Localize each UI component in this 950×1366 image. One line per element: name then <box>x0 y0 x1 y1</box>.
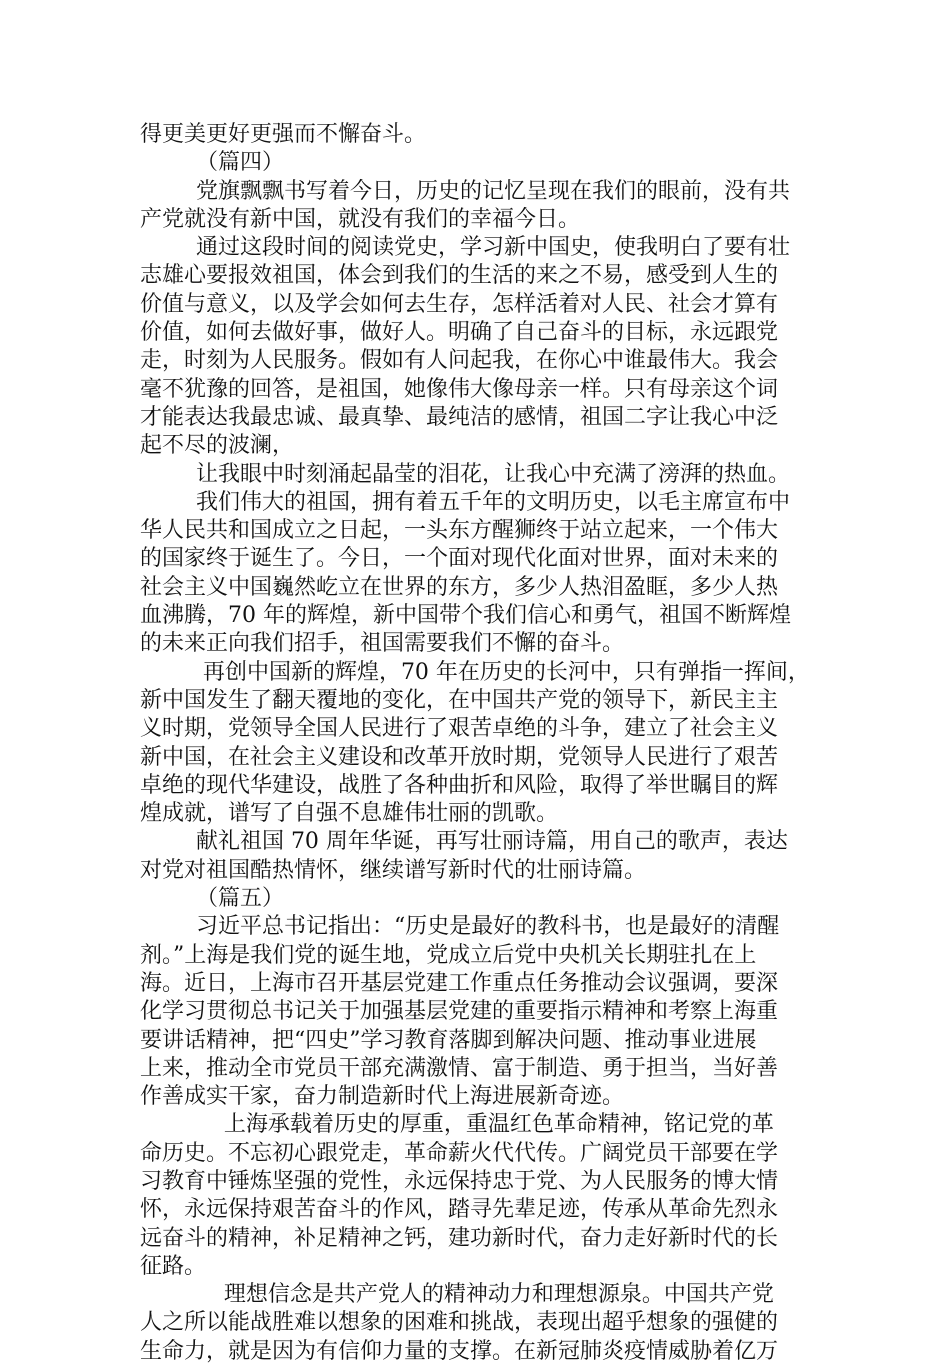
section-heading-part-4 <box>140 149 814 177</box>
paragraph <box>140 828 814 885</box>
text-line: 价值，如何去做好事，做好人。明确了自己奋斗的目标，永远跟党 <box>140 320 779 346</box>
text-line: 再创中国新的辉煌，70 年在历史的长河中，只有弹指一挥间， <box>140 659 810 685</box>
text-line: 产党就没有新中国，就没有我们的幸福今日。 <box>140 206 581 232</box>
text-line: 征路。 <box>140 1253 207 1279</box>
text-line: 煌成就，谱写了自强不息雄伟壮丽的凯歌。 <box>140 801 559 827</box>
text-line: 理想信念是共产党人的精神动力和理想源泉。中国共产党 <box>140 1282 774 1308</box>
text-line: 毫不犹豫的回答，是祖国，她像伟大像母亲一样。只有母亲这个词 <box>140 376 779 402</box>
text-line: 的国家终于诞生了。今日，一个面对现代化面对世界，面对未来的 <box>140 546 779 572</box>
text-line: 我们伟大的祖国，拥有着五千年的文明历史，以毛主席宣布中 <box>140 489 790 515</box>
text-line: 义时期，党领导全国人民进行了艰苦卓绝的斗争，建立了社会主义 <box>140 716 779 742</box>
text-line: 新中国发生了翻天覆地的变化，在中国共产党的领导下，新民主主 <box>140 687 779 713</box>
text-line: 上海承载着历史的厚重，重温红色革命精神，铭记党的革 <box>140 1112 774 1138</box>
paragraph-continuation <box>140 121 814 149</box>
text-line: 作善成实干家，奋力制造新时代上海进展新奇迹。 <box>140 1084 625 1110</box>
text-line: 让我眼中时刻涌起晶莹的泪花，让我心中充满了滂湃的热血。 <box>140 461 790 487</box>
text-line: 习教育中锤炼坚强的党性，永远保持忠于党、为人民服务的博大情 <box>140 1168 779 1194</box>
text-line: 命历史。不忘初心跟党走，革命薪火代代传。广阔党员干部要在学 <box>140 1140 779 1166</box>
text-line: 血沸腾，70 年的辉煌，新中国带个我们信心和勇气，祖国不断辉煌 <box>140 603 791 629</box>
text-line: 要讲话精神，把“四史”学习教育落脚到解决问题、推动事业进展 <box>140 1027 757 1053</box>
text-line: 卓绝的现代华建设，战胜了各种曲折和风险，取得了举世瞩目的辉 <box>140 772 779 798</box>
text-line: 社会主义中国巍然屹立在世界的东方，多少人热泪盈眶，多少人热 <box>140 574 779 600</box>
text-line: 怀，永远保持艰苦奋斗的作风，踏寻先辈足迹，传承从革命先烈永 <box>140 1197 779 1223</box>
text-line: 人之所以能战胜难以想象的困难和挑战，表现出超乎想象的强健的 <box>140 1310 779 1336</box>
text-line: 党旗飘飘书写着今日，历史的记忆呈现在我们的眼前，没有共 <box>140 178 790 204</box>
text-line: 志雄心要报效祖国，体会到我们的生活的来之不易，感受到人生的 <box>140 263 779 289</box>
text-line: 新中国，在社会主义建设和改革开放时期，党领导人民进行了艰苦 <box>140 744 779 770</box>
section-heading-part-5 <box>140 885 814 913</box>
paragraph <box>140 659 814 829</box>
text-line: （篇四） <box>140 150 284 176</box>
text-line: 起不尽的波澜， <box>140 433 295 459</box>
text-line: 献礼祖国 70 周年华诞，再写壮丽诗篇，用自己的歌声，表达 <box>140 829 788 855</box>
paragraph <box>140 489 814 659</box>
text-line: 的未来正向我们招手，祖国需要我们不懈的奋斗。 <box>140 631 625 657</box>
text-line: 海。近日，上海市召开基层党建工作重点任务推动会议强调，要深 <box>140 970 779 996</box>
text-line: 华人民共和国成立之日起，一头东方醒狮终于站立起来，一个伟大 <box>140 518 779 544</box>
document-page <box>140 121 814 1366</box>
paragraph <box>140 461 814 489</box>
paragraph <box>140 1111 814 1281</box>
text-line: 远奋斗的精神，补足精神之钙，建功新时代，奋力走好新时代的长 <box>140 1225 779 1251</box>
text-line: 剂。”上海是我们党的诞生地，党成立后党中央机关长期驻扎在上 <box>140 942 757 968</box>
text-line: 生命力，就是因为有信仰力量的支撑。在新冠肺炎疫情威胁着亿万 <box>140 1338 779 1364</box>
text-line: 上来，推动全市党员干部充满激情、富于制造、勇于担当，当好善 <box>140 1055 779 1081</box>
text-line: （篇五） <box>140 886 284 912</box>
text-line: 通过这段时间的阅读党史，学习新中国史，使我明白了要有壮 <box>140 235 790 261</box>
text-line: 化学习贯彻总书记关于加强基层党建的重要指示精神和考察上海重 <box>140 999 779 1025</box>
text-line: 价值与意义，以及学会如何去生存，怎样活着对人民、社会才算有 <box>140 291 779 317</box>
text-line: 走，时刻为人民服务。假如有人问起我，在你心中谁最伟大。我会 <box>140 348 779 374</box>
paragraph <box>140 913 814 1111</box>
paragraph <box>140 234 814 460</box>
text-line: 才能表达我最忠诚、最真挚、最纯洁的感情，祖国二字让我心中泛 <box>140 404 779 430</box>
text-line: 对党对祖国酷热情怀，继续谱写新时代的壮丽诗篇。 <box>140 857 647 883</box>
text-line: 得更美更好更强而不懈奋斗。 <box>140 122 427 147</box>
paragraph <box>140 1281 814 1366</box>
text-line: 习近平总书记指出：“历史是最好的教科书，也是最好的清醒 <box>140 914 780 940</box>
paragraph <box>140 178 814 235</box>
